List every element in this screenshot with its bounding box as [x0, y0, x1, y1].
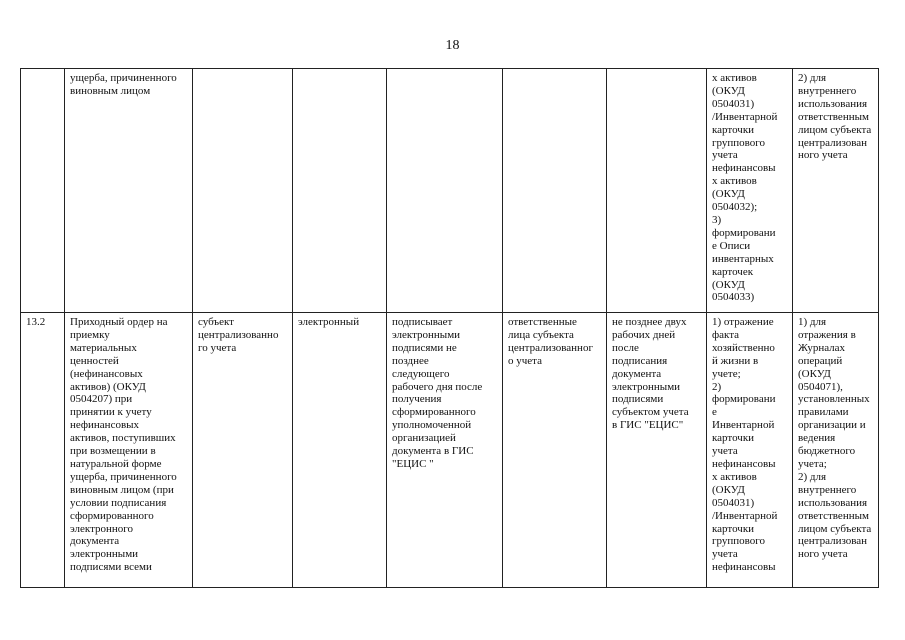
format-cell: [293, 313, 387, 588]
cell-text-line: 0504071),: [798, 380, 843, 393]
cell-text-line: хозяйственно: [712, 341, 775, 354]
format-cell: [293, 69, 387, 313]
cell-text-line: /Инвентарной: [712, 110, 778, 123]
creator-cell: [193, 69, 293, 313]
cell-text-line: "ЕЦИС ": [392, 457, 434, 470]
cell-text-line: рабочих дней: [612, 328, 676, 341]
row-number-cell: 13.2: [21, 313, 65, 588]
cell-text-line: подписывает: [392, 316, 453, 328]
cell-text-line: инвентарных: [712, 252, 774, 265]
cell-text-line: факта: [712, 328, 740, 341]
cell-text-line: 0504031): [712, 496, 755, 509]
action-cell: [387, 313, 503, 588]
cell-text-line: нефинансовы: [712, 162, 776, 175]
creator-cell: [193, 313, 293, 588]
cell-text-line: карточки: [712, 522, 755, 535]
usage-cell: [793, 69, 879, 313]
cell-text-line: сформированного: [70, 509, 154, 522]
cell-text-line: 1) для: [798, 316, 827, 328]
cell-text-line: (нефинансовых: [70, 367, 143, 380]
cell-text-line: карточки: [712, 123, 755, 136]
cell-text-line: не позднее двух: [612, 316, 687, 328]
deadline-cell: [607, 69, 707, 313]
cell-text-line: рабочего дня после: [392, 380, 483, 393]
cell-text-line: централизован: [798, 535, 868, 548]
cell-text-line: электронными: [612, 380, 681, 393]
cell-text-line: приемку: [70, 328, 110, 341]
cell-text-line: бюджетного: [798, 445, 856, 458]
cell-text-line: материальных: [70, 341, 137, 354]
cell-text-line: позднее: [392, 354, 429, 367]
cell-text-line: централизованно: [198, 328, 279, 341]
cell-text-line: условии подписания: [70, 496, 167, 509]
cell-text-line: электронными: [392, 328, 461, 341]
cell-text-line: подписями не: [392, 341, 457, 354]
usage-cell: [793, 313, 879, 588]
cell-text-line: при возмещении в: [70, 445, 156, 458]
cell-text-line: ответственные: [508, 316, 577, 328]
cell-text-line: карточек: [712, 265, 754, 278]
cell-text-line: организацией: [392, 432, 456, 445]
cell-text-line: (ОКУД: [712, 84, 745, 97]
cell-text-line: 0504031): [712, 97, 755, 110]
cell-text-line: лицом субъекта: [798, 522, 872, 535]
page-number: 18: [445, 38, 460, 53]
table-row: [21, 313, 879, 588]
cell-text-line: операций: [798, 354, 843, 367]
cell-text-line: (ОКУД: [712, 483, 745, 496]
cell-text-line: электронными: [70, 548, 139, 561]
cell-text-line: ущерба, причиненного: [70, 470, 177, 483]
cell-text-line: субъект: [198, 316, 234, 328]
purpose-cell: [707, 313, 793, 588]
cell-text-line: нефинансовых: [70, 419, 140, 432]
cell-text-line: х активов: [712, 470, 757, 483]
cell-text-line: активов) (ОКУД: [70, 380, 146, 393]
cell-text-line: принятии к учету: [70, 406, 152, 419]
cell-text-line: Приходный ордер на: [70, 316, 168, 328]
cell-text-line: учета: [712, 445, 738, 458]
row-number-cell: [21, 69, 65, 313]
cell-text-line: учета: [712, 548, 738, 561]
cell-text-line: (ОКУД: [712, 188, 745, 201]
cell-text-line: ного учета: [798, 548, 848, 561]
cell-text-line: документа в ГИС: [392, 445, 474, 458]
cell-text-line: ущерба, причиненного: [70, 72, 177, 84]
cell-text-line: (ОКУД: [798, 367, 831, 380]
cell-text-line: ного учета: [798, 149, 848, 162]
cell-text-line: активов, поступивших: [70, 432, 176, 445]
cell-text-line: централизован: [798, 136, 868, 149]
cell-text-line: нефинансовы: [712, 457, 776, 470]
cell-text-line: 0504032);: [712, 201, 758, 214]
cell-text-line: электронный: [298, 316, 360, 328]
cell-text-line: сформированного: [392, 406, 476, 419]
cell-text-line: правилами: [798, 406, 849, 419]
document-table: [20, 68, 879, 588]
cell-text-line: учета;: [798, 457, 827, 470]
document-name-cell: [65, 313, 193, 588]
cell-text-line: Инвентарной: [712, 419, 775, 432]
cell-text-line: 3): [712, 213, 722, 226]
cell-text-line: 0504033): [712, 291, 755, 304]
cell-text-line: лица субъекта: [508, 328, 574, 341]
cell-text-line: х активов: [712, 175, 757, 188]
cell-text-line: формировани: [712, 226, 776, 239]
cell-text-line: натуральной форме: [70, 457, 162, 470]
cell-text-line: в ГИС "ЕЦИС": [612, 419, 684, 432]
cell-text-line: о учета: [508, 354, 542, 367]
cell-text-line: карточки: [712, 432, 755, 445]
purpose-cell: [707, 69, 793, 313]
cell-text-line: группового: [712, 136, 765, 149]
cell-text-line: отражения в: [798, 328, 856, 341]
cell-text-line: после: [612, 341, 639, 354]
cell-text-line: нефинансовы: [712, 561, 776, 574]
cell-text-line: группового: [712, 535, 765, 548]
cell-text-line: лицом субъекта: [798, 123, 872, 136]
cell-text-line: й жизни в: [712, 354, 759, 367]
deadline-cell: [607, 313, 707, 588]
cell-text-line: подписями всеми: [70, 561, 152, 574]
cell-text-line: виновным лицом: [70, 84, 151, 97]
table-row: [21, 69, 879, 313]
cell-text-line: использования: [798, 97, 868, 110]
cell-text-line: уполномоченной: [392, 419, 472, 432]
cell-text-line: электронного: [70, 522, 134, 535]
action-cell: [387, 69, 503, 313]
cell-text-line: получения: [392, 393, 442, 406]
cell-text-line: подписями: [612, 393, 664, 406]
cell-text-line: (ОКУД: [712, 278, 745, 291]
cell-text-line: го учета: [198, 341, 237, 354]
cell-text-line: х активов: [712, 72, 757, 84]
cell-text-line: /Инвентарной: [712, 509, 778, 522]
cell-text-line: внутреннего: [798, 84, 857, 97]
document-name-cell: [65, 69, 193, 313]
cell-text-line: внутреннего: [798, 483, 857, 496]
cell-text-line: 0504207) при: [70, 393, 133, 406]
cell-text-line: 2) для: [798, 72, 827, 84]
cell-text-line: ведения: [798, 432, 836, 445]
cell-text-line: виновным лицом (при: [70, 483, 174, 496]
cell-text-line: документа: [612, 367, 662, 380]
cell-text-line: ценностей: [70, 354, 119, 367]
cell-text-line: учета: [712, 149, 738, 162]
cell-text-line: формировани: [712, 393, 776, 406]
cell-text-line: организации и: [798, 419, 866, 432]
cell-text-line: Журналах: [798, 341, 846, 354]
cell-text-line: следующего: [392, 367, 450, 380]
cell-text-line: субъектом учета: [612, 406, 689, 419]
cell-text-line: 2) для: [798, 470, 827, 483]
cell-text-line: учете;: [712, 367, 741, 380]
cell-text-line: установленных: [798, 393, 870, 406]
cell-text-line: ответственным: [798, 110, 869, 123]
cell-text-line: использования: [798, 496, 868, 509]
responsible-cell: [503, 69, 607, 313]
cell-text-line: документа: [70, 535, 120, 548]
cell-text-line: е: [712, 406, 717, 419]
cell-text-line: подписания: [612, 354, 668, 367]
cell-text-line: 1) отражение: [712, 316, 774, 328]
cell-text-line: 2): [712, 380, 722, 393]
cell-text-line: централизованног: [508, 341, 593, 354]
cell-text-line: ответственным: [798, 509, 869, 522]
responsible-cell: [503, 313, 607, 588]
cell-text-line: е Описи: [712, 239, 751, 252]
